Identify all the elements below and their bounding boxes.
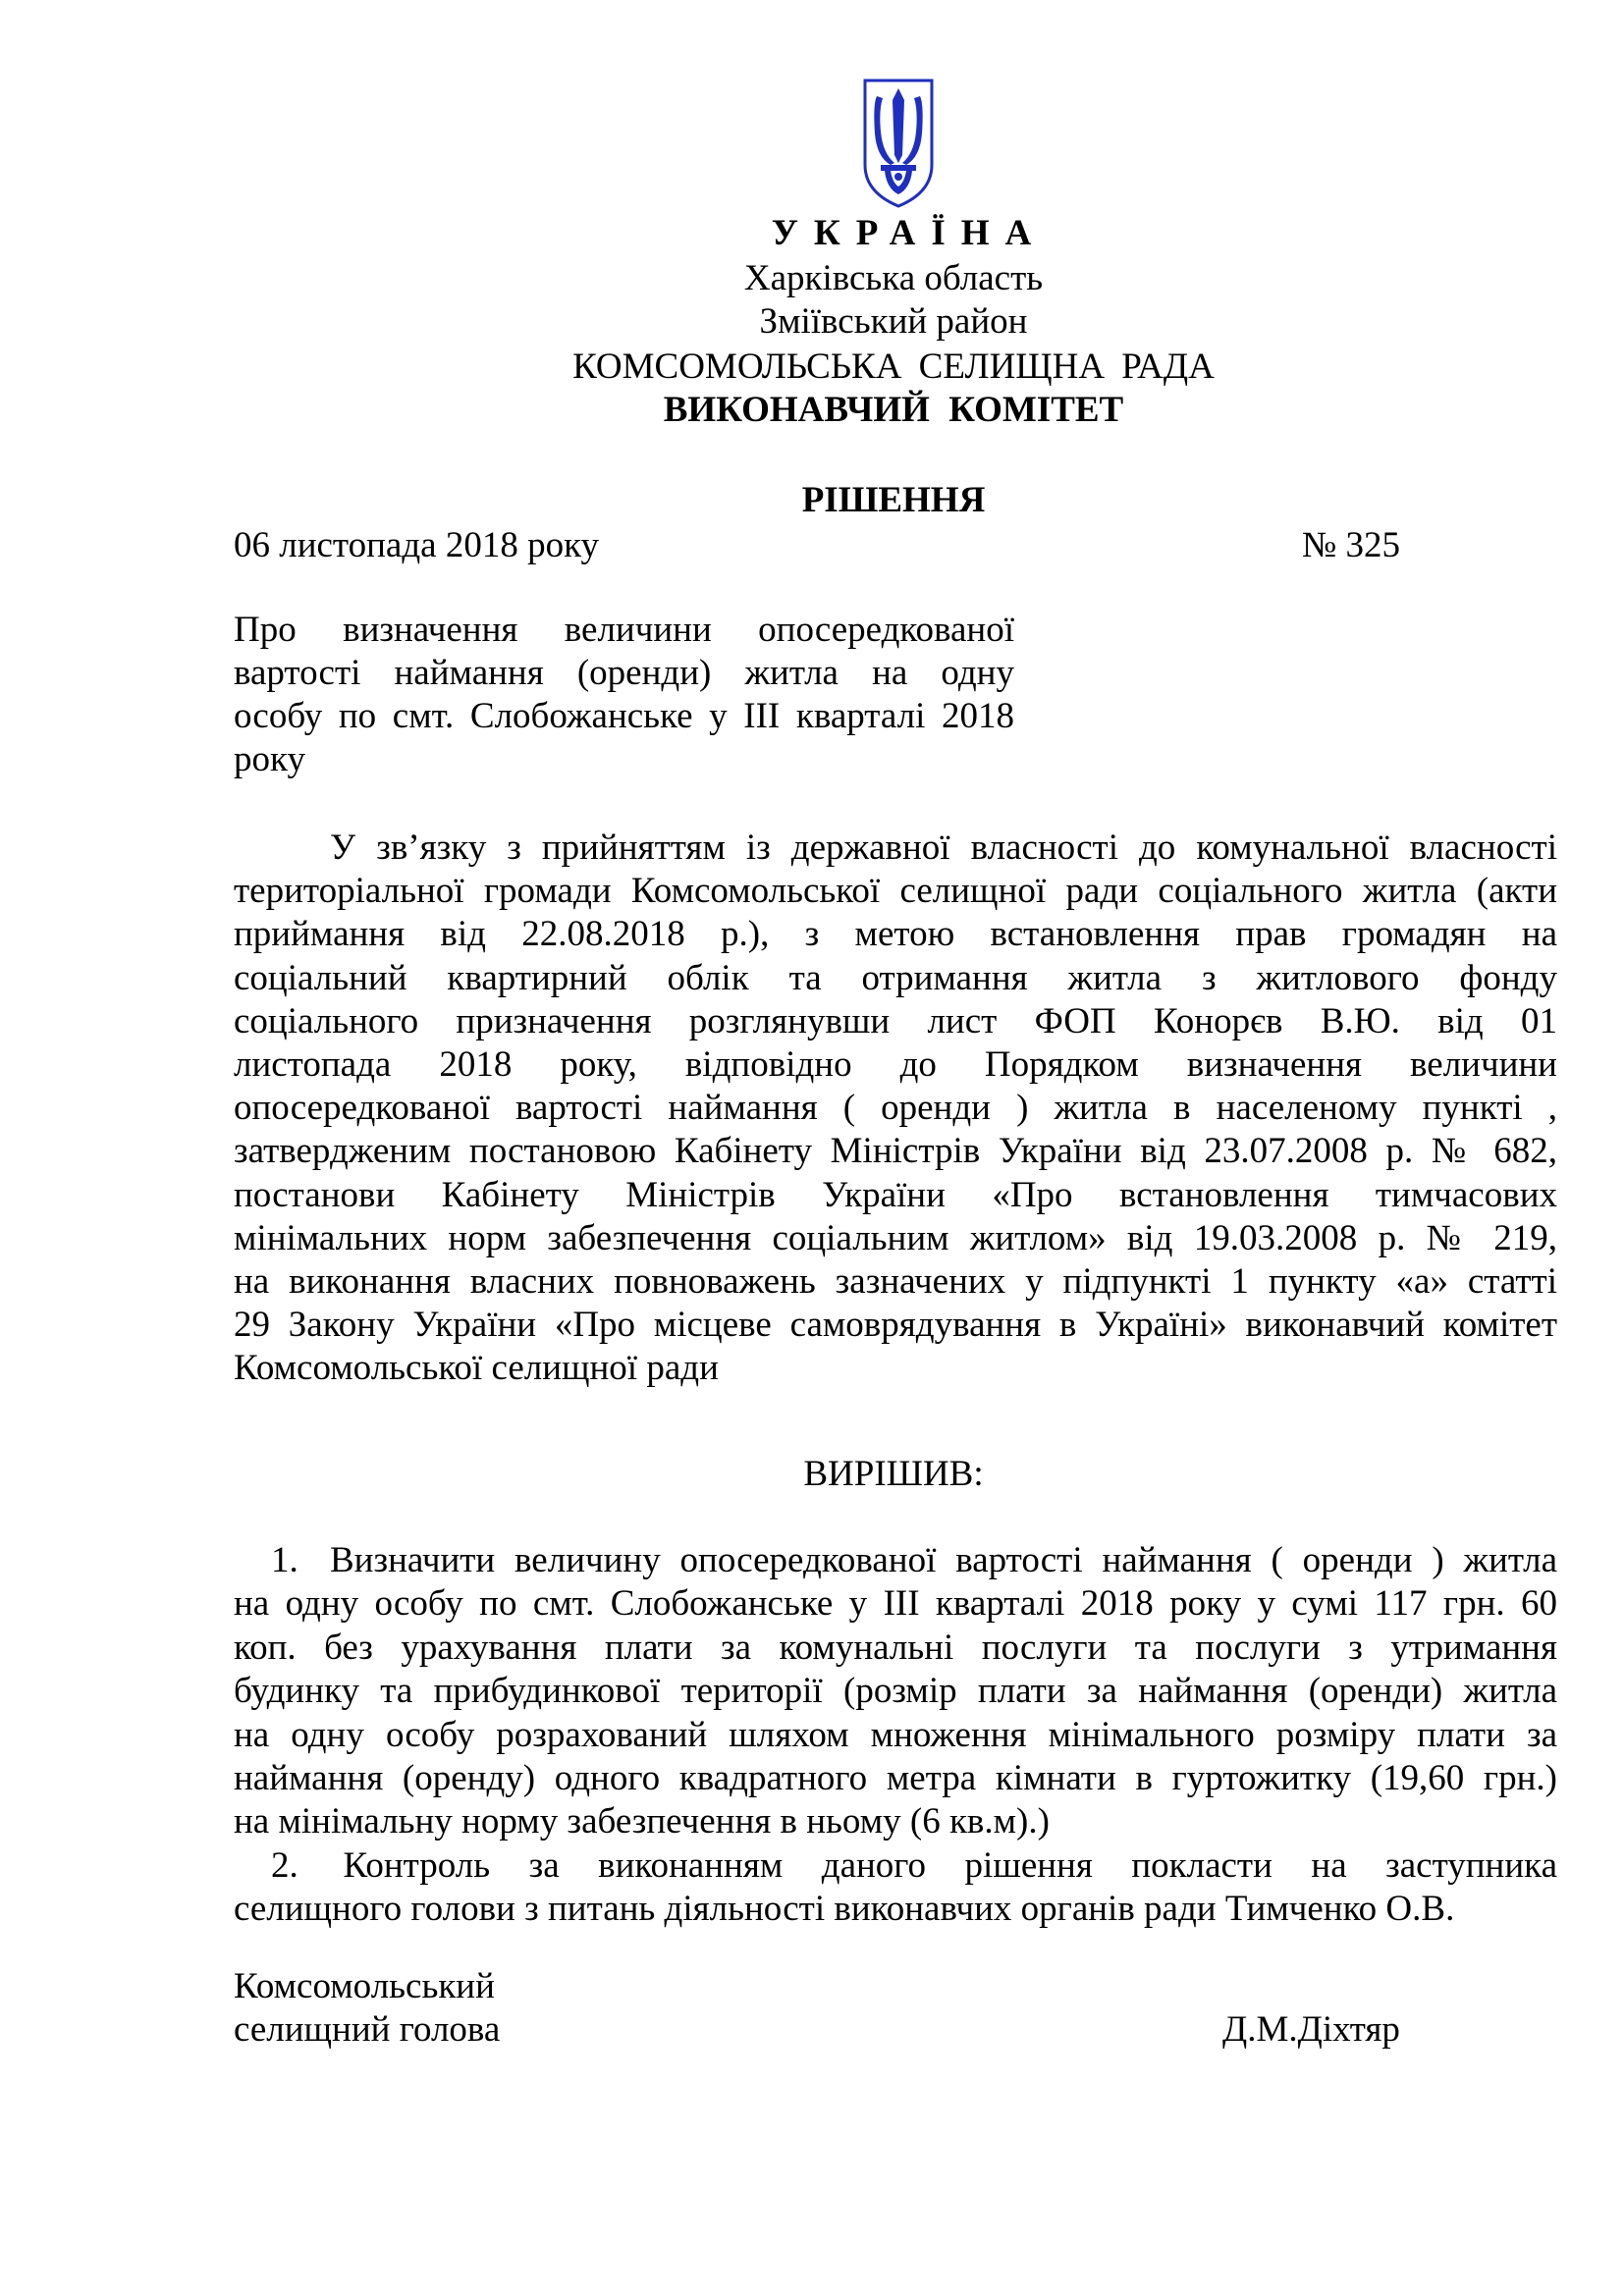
subject-line: особу по смт. Слобожанське у ІІІ кварталі 2018	[234, 696, 1014, 736]
item-1-line: будинку та прибудинкової території (розмір плати за наймання (оренди) житла	[234, 1671, 1557, 1712]
item-1-line: коп. без урахування плати за комунальні послуги та послуги з утримання	[234, 1627, 1557, 1668]
country-name: УКРАЇНА	[771, 213, 1048, 253]
district-name: Зміївський район	[759, 301, 1028, 342]
resolved-heading: ВИРІШИВ:	[803, 1454, 984, 1494]
document-date: 06 листопада 2018 року	[234, 525, 600, 565]
preamble-line: Комсомольської селищної ради	[234, 1348, 719, 1389]
preamble-line: постанови Кабінету Міністрів України «Про встановлення тимчасових	[234, 1174, 1557, 1215]
signer-position-line1: Комсомольський	[234, 1966, 495, 2006]
preamble-line: соціального призначення розглянувши лист ФОП Конорєв В.Ю. від 01	[234, 1000, 1557, 1041]
subject-line: року	[234, 739, 305, 779]
council-name: КОМСОМОЛЬСЬКА СЕЛИЩНА РАДА	[572, 347, 1215, 387]
document-number: № 325	[1302, 525, 1401, 565]
item-2-line: 2. Контроль за виконанням даного рішення покласти на заступника	[234, 1844, 1557, 1888]
preamble-line: 29 Закону України «Про місцеве самоврядування в Україні» виконавчий комітет	[234, 1305, 1557, 1346]
preamble-line: У зв’язку з прийняттям із державної власності до комунальної власності	[330, 828, 1557, 868]
preamble-line: затвердженим постановою Кабінету Міністрів України від 23.07.2008 р. № 682,	[234, 1131, 1557, 1172]
preamble-paragraph	[234, 827, 1557, 1390]
preamble-line: територіальної громади Комсомольської селищної ради соціального житла (акти	[234, 871, 1557, 912]
tryzub-emblem-icon	[859, 75, 938, 210]
resolution-items	[234, 1539, 1557, 1932]
item-2-number: 2.	[271, 1844, 298, 1886]
subject-line: вартості наймання (оренди) житла на одну	[234, 653, 1014, 693]
preamble-line: листопада 2018 року, відповідно до Порядком визначення величини	[234, 1043, 1557, 1085]
preamble-line: соціальний квартирний облік та отримання житла з житлового фонду	[234, 957, 1557, 998]
item-1-line: 1. Визначити величину опосередкованої вартості наймання ( оренди ) житла	[234, 1539, 1557, 1582]
item-1-line: наймання (оренду) одного квадратного метра кімнати в гуртожитку (19,60 грн.)	[234, 1757, 1557, 1798]
item-1-line: на одну особу по смт. Слобожанське у ІІІ кварталі 2018 року у сумі 117 грн. 60	[234, 1583, 1557, 1625]
item-1-line: на мінімальну норму забезпечення в ньому (6 кв.м).)	[234, 1801, 1050, 1842]
document-subject	[234, 609, 1014, 781]
preamble-line: приймання від 22.08.2018 р.), з метою встановлення прав громадян на	[234, 914, 1557, 955]
region-name: Харківська область	[743, 258, 1044, 298]
signer-position-line2: селищний голова	[234, 2009, 501, 2050]
preamble-line: опосередкованої вартості наймання ( оренди ) житла в населеному пункті ,	[234, 1088, 1557, 1129]
preamble-line: мінімальних норм забезпечення соціальним житлом» від 19.03.2008 р. № 219,	[234, 1217, 1557, 1258]
item-1-number: 1.	[271, 1540, 298, 1580]
subject-line: Про визначення величини опосередкованої	[234, 610, 1014, 650]
item-1-line: на одну особу розрахований шляхом множення мінімального розміру плати за	[234, 1714, 1557, 1755]
signer-name: Д.М.Діхтяр	[1222, 2009, 1400, 2050]
item-2-line: селищного голови з питань діяльності виконавчих органів ради Тимченко О.В.	[234, 1889, 1455, 1930]
committee-name: ВИКОНАВЧИЙ КОМІТЕТ	[663, 390, 1124, 430]
document-type-title: РІШЕННЯ	[801, 480, 986, 520]
preamble-line: на виконання власних повноважень зазначених у підпункті 1 пункту «а» статті	[234, 1260, 1557, 1302]
